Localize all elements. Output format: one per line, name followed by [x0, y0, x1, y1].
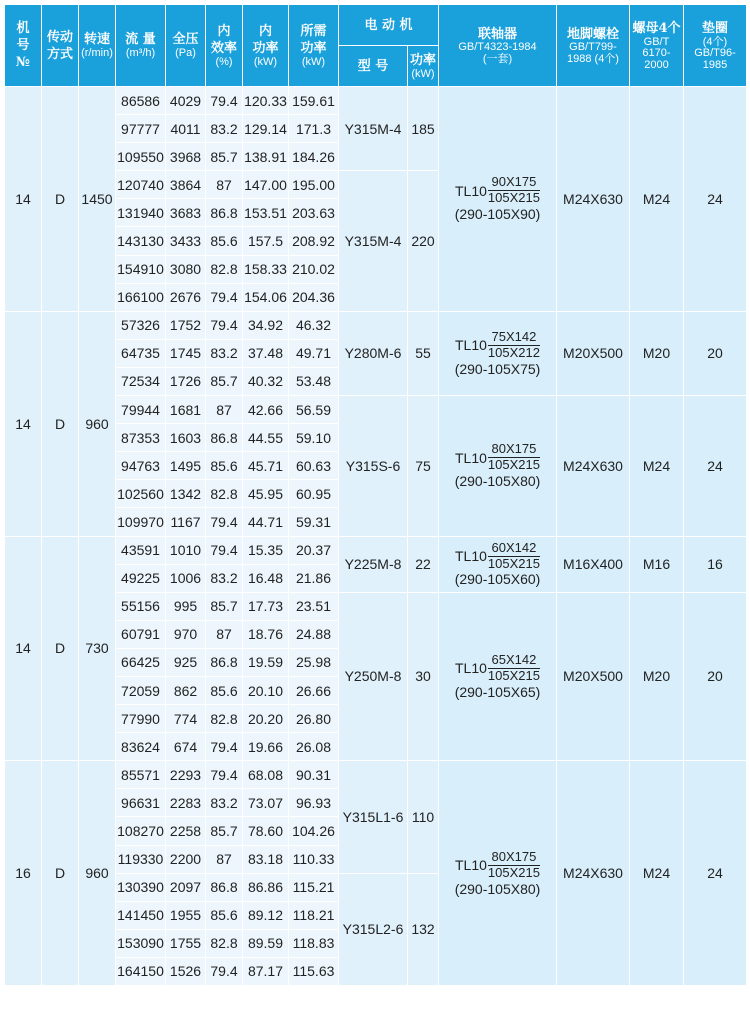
required-power-cell: 159.61	[289, 87, 339, 115]
pressure-cell: 925	[166, 648, 206, 676]
pressure-cell: 1526	[166, 957, 206, 985]
pressure-cell: 2283	[166, 789, 206, 817]
required-power-cell: 24.88	[289, 620, 339, 648]
inner-power-cell: 16.48	[243, 564, 289, 592]
motor-power-cell: 75	[408, 396, 439, 536]
inner-power-cell: 45.95	[243, 480, 289, 508]
header-pressure: 全压 (Pa)	[166, 5, 206, 87]
coupling-prefix: TL10	[455, 857, 487, 874]
pressure-cell: 3683	[166, 199, 206, 227]
inner-power-cell: 37.48	[243, 339, 289, 367]
machine-no-cell: 14	[5, 87, 42, 312]
efficiency-cell: 79.4	[206, 311, 243, 339]
required-power-cell: 60.63	[289, 452, 339, 480]
efficiency-cell: 79.4	[206, 536, 243, 564]
coupling-prefix: TL10	[455, 660, 487, 677]
washer-cell: 20	[684, 311, 747, 395]
motor-model-cell: Y315M-4	[339, 87, 408, 171]
drive-cell: D	[42, 311, 79, 536]
flow-cell: 96631	[116, 789, 166, 817]
flow-cell: 60791	[116, 620, 166, 648]
washer-cell: 24	[684, 87, 747, 312]
flow-cell: 97777	[116, 115, 166, 143]
coupling-spec	[439, 850, 556, 881]
coupling-denominator: 105X215	[487, 457, 540, 473]
coupling-numerator: 80X175	[488, 442, 540, 458]
pressure-cell: 774	[166, 705, 206, 733]
required-power-cell: 26.80	[289, 705, 339, 733]
coupling-denominator: 105X212	[487, 344, 540, 360]
pressure-cell: 3080	[166, 255, 206, 283]
coupling-subspec: (290-105X65)	[454, 683, 541, 700]
efficiency-cell: 82.8	[206, 705, 243, 733]
efficiency-cell: 87	[206, 620, 243, 648]
pressure-cell: 1726	[166, 367, 206, 395]
header-motor-power: 功率 (kW)	[408, 46, 439, 87]
nut-cell: M24	[630, 396, 684, 536]
required-power-cell: 20.37	[289, 536, 339, 564]
flow-cell: 83624	[116, 733, 166, 761]
required-power-cell: 59.31	[289, 508, 339, 536]
flow-cell: 154910	[116, 255, 166, 283]
motor-model-cell: Y315S-6	[339, 396, 408, 536]
required-power-cell: 26.66	[289, 676, 339, 704]
inner-power-cell: 42.66	[243, 396, 289, 424]
efficiency-cell: 86.8	[206, 873, 243, 901]
coupling-numerator: 60X142	[488, 541, 540, 557]
coupling-fraction	[488, 653, 540, 684]
flow-cell: 64735	[116, 339, 166, 367]
speed-cell: 960	[79, 311, 116, 536]
inner-power-cell: 120.33	[243, 87, 289, 115]
flow-cell: 94763	[116, 452, 166, 480]
motor-power-cell: 185	[408, 87, 439, 171]
coupling-prefix: TL10	[455, 182, 487, 199]
inner-power-cell: 15.35	[243, 536, 289, 564]
machine-no-cell: 16	[5, 761, 42, 986]
coupling-numerator: 65X142	[488, 653, 540, 669]
inner-power-cell: 68.08	[243, 761, 289, 789]
pressure-cell: 3433	[166, 227, 206, 255]
coupling-denominator: 105X215	[487, 190, 540, 206]
pressure-cell: 1681	[166, 396, 206, 424]
coupling-numerator: 80X175	[488, 850, 540, 866]
nut-cell: M20	[630, 311, 684, 395]
pressure-cell: 1752	[166, 311, 206, 339]
inner-power-cell: 89.12	[243, 901, 289, 929]
speed-cell: 960	[79, 761, 116, 986]
flow-cell: 108270	[116, 817, 166, 845]
coupling-denominator: 105X215	[487, 555, 540, 571]
efficiency-cell: 85.7	[206, 817, 243, 845]
pressure-cell: 1755	[166, 929, 206, 957]
flow-cell: 86586	[116, 87, 166, 115]
flow-cell: 49225	[116, 564, 166, 592]
coupling-cell	[439, 311, 557, 395]
required-power-cell: 90.31	[289, 761, 339, 789]
motor-power-cell: 22	[408, 536, 439, 592]
motor-model-cell: Y225M-8	[339, 536, 408, 592]
coupling-subspec: (290-105X60)	[454, 571, 541, 588]
coupling-subspec: (290-105X75)	[454, 360, 541, 377]
inner-power-cell: 44.55	[243, 424, 289, 452]
coupling-spec	[439, 653, 556, 684]
flow-cell: 72059	[116, 676, 166, 704]
efficiency-cell: 87	[206, 845, 243, 873]
flow-cell: 143130	[116, 227, 166, 255]
efficiency-cell: 83.2	[206, 115, 243, 143]
coupling-prefix: TL10	[455, 449, 487, 466]
inner-power-cell: 129.14	[243, 115, 289, 143]
coupling-subspec: (290-105X90)	[454, 206, 541, 223]
motor-power-cell: 220	[408, 171, 439, 311]
table-row	[5, 311, 747, 339]
motor-model-cell: Y315M-4	[339, 171, 408, 311]
motor-model-cell: Y250M-8	[339, 592, 408, 761]
inner-power-cell: 19.66	[243, 733, 289, 761]
inner-power-cell: 86.86	[243, 873, 289, 901]
header-efficiency: 内 效率 (%)	[206, 5, 243, 87]
efficiency-cell: 79.4	[206, 957, 243, 985]
required-power-cell: 21.86	[289, 564, 339, 592]
coupling-subspec: (290-105X80)	[454, 880, 541, 897]
inner-power-cell: 73.07	[243, 789, 289, 817]
pressure-cell: 1745	[166, 339, 206, 367]
pressure-cell: 1955	[166, 901, 206, 929]
speed-cell: 1450	[79, 87, 116, 312]
coupling-denominator: 105X215	[487, 864, 540, 880]
drive-cell: D	[42, 761, 79, 986]
required-power-cell: 49.71	[289, 339, 339, 367]
coupling-cell	[439, 536, 557, 592]
flow-cell: 55156	[116, 592, 166, 620]
efficiency-cell: 85.6	[206, 676, 243, 704]
drive-cell: D	[42, 87, 79, 312]
anchor-bolt-cell: M24X630	[557, 396, 630, 536]
motor-power-cell: 30	[408, 592, 439, 761]
washer-cell: 16	[684, 536, 747, 592]
efficiency-cell: 79.4	[206, 761, 243, 789]
header-speed: 转速 (r/min)	[79, 5, 116, 87]
flow-cell: 102560	[116, 480, 166, 508]
flow-cell: 66425	[116, 648, 166, 676]
pressure-cell: 2258	[166, 817, 206, 845]
coupling-subspec: (290-105X80)	[454, 473, 541, 490]
required-power-cell: 208.92	[289, 227, 339, 255]
inner-power-cell: 40.32	[243, 367, 289, 395]
motor-power-cell: 132	[408, 873, 439, 985]
coupling-fraction	[488, 541, 540, 572]
efficiency-cell: 87	[206, 171, 243, 199]
washer-cell: 24	[684, 396, 747, 536]
efficiency-cell: 83.2	[206, 789, 243, 817]
required-power-cell: 46.32	[289, 311, 339, 339]
header-washer: 垫圈 (4个) GB/T96- 1985	[684, 5, 747, 87]
header-motor: 电 动 机	[339, 5, 439, 46]
flow-cell: 120740	[116, 171, 166, 199]
coupling-fraction	[488, 850, 540, 881]
pressure-cell: 1603	[166, 424, 206, 452]
required-power-cell: 195.00	[289, 171, 339, 199]
inner-power-cell: 89.59	[243, 929, 289, 957]
pressure-cell: 1006	[166, 564, 206, 592]
nut-cell: M20	[630, 592, 684, 761]
required-power-cell: 96.93	[289, 789, 339, 817]
pressure-cell: 862	[166, 676, 206, 704]
inner-power-cell: 138.91	[243, 143, 289, 171]
flow-cell: 87353	[116, 424, 166, 452]
required-power-cell: 26.08	[289, 733, 339, 761]
efficiency-cell: 79.4	[206, 87, 243, 115]
coupling-spec	[439, 330, 556, 361]
coupling-prefix: TL10	[455, 548, 487, 564]
coupling-spec	[439, 175, 556, 206]
pressure-cell: 2200	[166, 845, 206, 873]
flow-cell: 79944	[116, 396, 166, 424]
header-motor-model: 型 号	[339, 46, 408, 87]
inner-power-cell: 34.92	[243, 311, 289, 339]
efficiency-cell: 82.8	[206, 929, 243, 957]
efficiency-cell: 79.4	[206, 283, 243, 311]
coupling-prefix: TL10	[455, 337, 487, 354]
coupling-spec	[439, 442, 556, 473]
inner-power-cell: 78.60	[243, 817, 289, 845]
pressure-cell: 3864	[166, 171, 206, 199]
efficiency-cell: 87	[206, 396, 243, 424]
efficiency-cell: 82.8	[206, 480, 243, 508]
flow-cell: 141450	[116, 901, 166, 929]
coupling-cell	[439, 87, 557, 312]
anchor-bolt-cell: M24X630	[557, 761, 630, 986]
pressure-cell: 1342	[166, 480, 206, 508]
required-power-cell: 56.59	[289, 396, 339, 424]
coupling-fraction	[488, 442, 540, 473]
flow-cell: 164150	[116, 957, 166, 985]
required-power-cell: 25.98	[289, 648, 339, 676]
anchor-bolt-cell: M24X630	[557, 87, 630, 312]
table-row	[5, 761, 747, 789]
required-power-cell: 59.10	[289, 424, 339, 452]
required-power-cell: 53.48	[289, 367, 339, 395]
machine-no-cell: 14	[5, 536, 42, 761]
flow-cell: 77990	[116, 705, 166, 733]
efficiency-cell: 86.8	[206, 199, 243, 227]
required-power-cell: 60.95	[289, 480, 339, 508]
pressure-cell: 1167	[166, 508, 206, 536]
flow-cell: 109970	[116, 508, 166, 536]
required-power-cell: 171.3	[289, 115, 339, 143]
inner-power-cell: 20.20	[243, 705, 289, 733]
fan-spec-table	[4, 4, 747, 986]
drive-cell: D	[42, 536, 79, 761]
inner-power-cell: 45.71	[243, 452, 289, 480]
coupling-spec	[439, 541, 556, 572]
motor-model-cell: Y280M-6	[339, 311, 408, 395]
flow-cell: 57326	[116, 311, 166, 339]
flow-cell: 119330	[116, 845, 166, 873]
inner-power-cell: 20.10	[243, 676, 289, 704]
motor-power-cell: 55	[408, 311, 439, 395]
nut-cell: M24	[630, 87, 684, 312]
flow-cell: 166100	[116, 283, 166, 311]
efficiency-cell: 86.8	[206, 424, 243, 452]
header-nut: 螺母4个 GB/T 6170- 2000	[630, 5, 684, 87]
flow-cell: 109550	[116, 143, 166, 171]
inner-power-cell: 19.59	[243, 648, 289, 676]
inner-power-cell: 83.18	[243, 845, 289, 873]
inner-power-cell: 153.51	[243, 199, 289, 227]
required-power-cell: 204.36	[289, 283, 339, 311]
nut-cell: M24	[630, 761, 684, 986]
pressure-cell: 2293	[166, 761, 206, 789]
coupling-fraction	[488, 175, 540, 206]
table-row	[5, 536, 747, 564]
efficiency-cell: 83.2	[206, 564, 243, 592]
coupling-cell	[439, 396, 557, 536]
inner-power-cell: 17.73	[243, 592, 289, 620]
motor-model-cell: Y315L2-6	[339, 873, 408, 985]
required-power-cell: 115.21	[289, 873, 339, 901]
washer-cell: 20	[684, 592, 747, 761]
coupling-numerator: 75X142	[488, 330, 540, 346]
required-power-cell: 104.26	[289, 817, 339, 845]
required-power-cell: 115.63	[289, 957, 339, 985]
coupling-denominator: 105X215	[487, 667, 540, 683]
table-row	[5, 396, 747, 424]
inner-power-cell: 44.71	[243, 508, 289, 536]
anchor-bolt-cell: M16X400	[557, 536, 630, 592]
coupling-cell	[439, 761, 557, 986]
motor-model-cell: Y315L1-6	[339, 761, 408, 873]
efficiency-cell: 79.4	[206, 733, 243, 761]
required-power-cell: 184.26	[289, 143, 339, 171]
nut-cell: M16	[630, 536, 684, 592]
inner-power-cell: 154.06	[243, 283, 289, 311]
coupling-fraction	[488, 330, 540, 361]
efficiency-cell: 86.8	[206, 648, 243, 676]
header-machine-no: 机 号 №	[5, 5, 42, 87]
pressure-cell: 3968	[166, 143, 206, 171]
anchor-bolt-cell: M20X500	[557, 311, 630, 395]
flow-cell: 131940	[116, 199, 166, 227]
washer-cell: 24	[684, 761, 747, 986]
pressure-cell: 4029	[166, 87, 206, 115]
pressure-cell: 4011	[166, 115, 206, 143]
flow-cell: 43591	[116, 536, 166, 564]
motor-power-cell: 110	[408, 761, 439, 873]
efficiency-cell: 85.7	[206, 592, 243, 620]
speed-cell: 730	[79, 536, 116, 761]
pressure-cell: 1010	[166, 536, 206, 564]
header-anchor-bolt: 地脚螺栓 GB/T799- 1988 (4个)	[557, 5, 630, 87]
inner-power-cell: 18.76	[243, 620, 289, 648]
efficiency-cell: 85.6	[206, 227, 243, 255]
required-power-cell: 23.51	[289, 592, 339, 620]
header-required-power: 所需 功率 (kW)	[289, 5, 339, 87]
efficiency-cell: 85.7	[206, 367, 243, 395]
machine-no-cell: 14	[5, 311, 42, 536]
required-power-cell: 110.33	[289, 845, 339, 873]
pressure-cell: 995	[166, 592, 206, 620]
efficiency-cell: 85.6	[206, 452, 243, 480]
efficiency-cell: 83.2	[206, 339, 243, 367]
flow-cell: 72534	[116, 367, 166, 395]
required-power-cell: 118.21	[289, 901, 339, 929]
efficiency-cell: 82.8	[206, 255, 243, 283]
inner-power-cell: 157.5	[243, 227, 289, 255]
flow-cell: 130390	[116, 873, 166, 901]
header-coupling: 联轴器 GB/T4323-1984 (一套)	[439, 5, 557, 87]
inner-power-cell: 158.33	[243, 255, 289, 283]
inner-power-cell: 87.17	[243, 957, 289, 985]
table-row	[5, 592, 747, 620]
pressure-cell: 1495	[166, 452, 206, 480]
flow-cell: 153090	[116, 929, 166, 957]
pressure-cell: 2676	[166, 283, 206, 311]
inner-power-cell: 147.00	[243, 171, 289, 199]
efficiency-cell: 85.7	[206, 143, 243, 171]
coupling-numerator: 90X175	[488, 175, 540, 191]
pressure-cell: 970	[166, 620, 206, 648]
efficiency-cell: 85.6	[206, 901, 243, 929]
header-inner-power: 内 功率 (kW)	[243, 5, 289, 87]
required-power-cell: 210.02	[289, 255, 339, 283]
pressure-cell: 2097	[166, 873, 206, 901]
anchor-bolt-cell: M20X500	[557, 592, 630, 761]
header-flow: 流 量 (m³/h)	[116, 5, 166, 87]
pressure-cell: 674	[166, 733, 206, 761]
table-row	[5, 87, 747, 115]
header-drive: 传动 方式	[42, 5, 79, 87]
efficiency-cell: 79.4	[206, 508, 243, 536]
required-power-cell: 203.63	[289, 199, 339, 227]
coupling-cell	[439, 592, 557, 761]
flow-cell: 85571	[116, 761, 166, 789]
required-power-cell: 118.83	[289, 929, 339, 957]
